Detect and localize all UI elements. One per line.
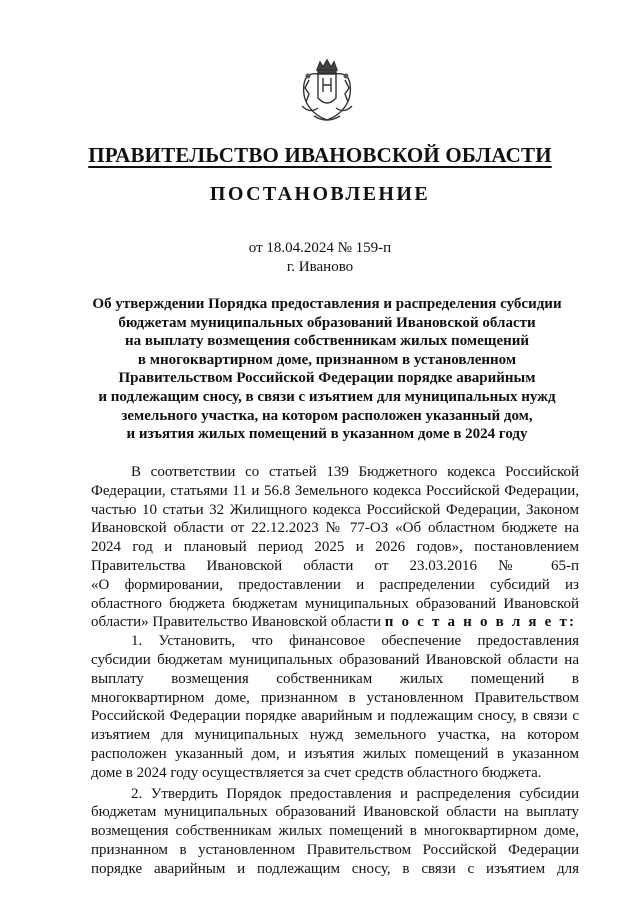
title-line: и подлежащим сносу, в связи с изъятием для муниципальных нужд [98, 388, 556, 405]
preamble-paragraph [91, 463, 579, 632]
body-line: В соответствии со статьей 139 Бюджетного кодекса Российской [131, 464, 579, 480]
document-city: г. Иваново [286, 259, 354, 275]
item-1-paragraph [91, 632, 579, 782]
body-line: Правительства Ивановской области от 23.03.2016 № 65-п [91, 557, 579, 574]
body-line: Российской Федерации порядке аварийным и подлежащим сносу, в связи с [91, 708, 579, 725]
item-2-paragraph [91, 785, 579, 879]
preamble-last-text: области» Правительство Ивановской области [91, 614, 381, 631]
title-line: на выплату возмещения собственникам жилых помещений [124, 333, 530, 350]
body-line: возмещения собственникам жилых помещений в многоквартирном доме, [91, 823, 579, 840]
body-line [91, 613, 579, 632]
body-line: 2. Утвердить Порядок предоставления и распределения субсидии [131, 785, 579, 802]
title-line: Об утверждении Порядка предоставления и распределения субсидии [92, 296, 562, 312]
title-line: в многоквартирном доме, признанном в установленном [137, 351, 517, 368]
title-line: Правительством Российской Федерации порядке аварийным [118, 370, 536, 387]
title-line: бюджетам муниципальных образований Ивановской области [118, 314, 536, 331]
body-line: 1. Установить, что финансовое обеспечение предоставления [131, 633, 579, 650]
body-line: Ивановской области от 22.12.2023 № 77-ОЗ «Об областном бюджете на [91, 520, 579, 537]
document-date-number: от 18.04.2024 № 159-п [248, 240, 392, 256]
document-title [86, 295, 568, 444]
body-line: «О формировании, предоставлении и распределении субсидий из [91, 576, 579, 593]
body-line: порядке аварийным и подлежащим сносу, в связи с изъятием для [91, 860, 579, 877]
body-line: частью 10 статьи 32 Жилищного кодекса Российской Федерации, Законом [91, 501, 579, 518]
coat-of-arms-icon [296, 58, 358, 126]
title-line: и изъятия жилых помещений в указанном доме в 2024 году [126, 426, 528, 443]
body-line: Федерации, статьями 11 и 56.8 Земельного кодекса Российской Федерации, [91, 482, 579, 499]
body-line: бюджетам муниципальных образований Ивановской области на выплату [91, 804, 579, 821]
body-line: субсидии бюджетам муниципальных образований Ивановской области на [91, 651, 579, 668]
body-line: признанном в установленном Правительством Российской Федерации [91, 841, 579, 858]
body-line: 2024 год и плановый период 2025 и 2026 годов», постановлением [91, 539, 579, 556]
body-line: многоквартирном доме, признанном в установленном Правительством [91, 689, 579, 706]
body-line: расположен указанный дом, и изъятия жилых помещений в указанном [91, 745, 579, 762]
government-title: ПРАВИТЕЛЬСТВО ИВАНОВСКОЙ ОБЛАСТИ [88, 143, 552, 167]
document-body [91, 463, 579, 879]
title-line: земельного участка, на котором расположен указанный дом, [121, 407, 533, 424]
body-line: изъятием для муниципальных нужд земельного участка, на котором [91, 727, 579, 744]
document-type: ПОСТАНОВЛЕНИЕ [209, 183, 431, 205]
body-line: доме в 2024 году осуществляется за счет средств областного бюджета. [91, 764, 542, 781]
body-line: областного бюджета бюджетам муниципальных образований Ивановской [91, 595, 579, 612]
resolves-word: п о с т а н о в л я е т: [384, 614, 577, 631]
body-line: выплату возмещения собственникам жилых помещений в [91, 670, 579, 687]
